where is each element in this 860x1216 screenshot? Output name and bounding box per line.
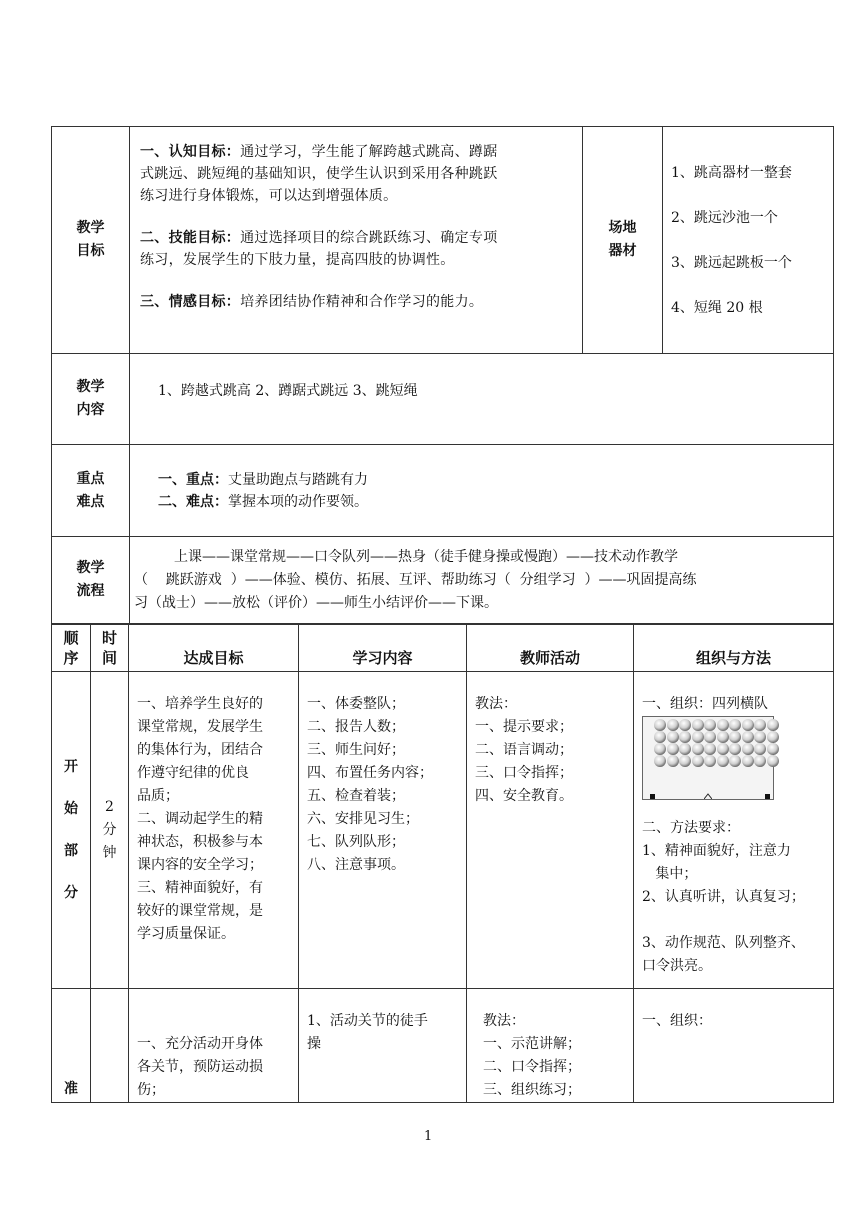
header-study: 学习内容 — [299, 625, 467, 672]
student-marker — [729, 755, 741, 767]
student-marker — [717, 719, 729, 731]
student-marker — [717, 743, 729, 755]
lesson-overview-table — [51, 126, 834, 624]
student-marker — [704, 743, 716, 755]
student-marker — [654, 743, 666, 755]
header-order: 顺 序 — [52, 625, 91, 672]
venue-equipment-list — [663, 127, 834, 354]
student-marker — [754, 719, 766, 731]
lesson-process-table — [51, 624, 834, 1103]
student-marker — [742, 719, 754, 731]
header-teacher: 教师活动 — [467, 625, 634, 672]
student-marker — [679, 731, 691, 743]
equipment-item: 1、跳高器材一整套 — [671, 164, 792, 181]
student-marker — [704, 731, 716, 743]
prep-study: 1、活动关节的徒手 操 — [299, 989, 467, 1103]
venue-label: 场地 器材 — [583, 127, 663, 354]
prep-method: 一、组织： — [634, 989, 834, 1103]
header-method: 组织与方法 — [634, 625, 834, 672]
process-header-row — [52, 625, 834, 672]
prep-section-time — [91, 989, 129, 1103]
student-marker — [704, 755, 716, 767]
prep-goals: 一、充分活动开身体 各关节，预防运动损 伤； — [129, 989, 299, 1103]
student-marker — [654, 719, 666, 731]
start-study: 一、体委整队； 二、报告人数； 三、师生问好； 四、布置任务内容； 五、检查着装； 六、安排见习生； 七、队列队形； 八、注意事项。 — [299, 672, 467, 989]
student-marker — [679, 743, 691, 755]
student-marker — [742, 743, 754, 755]
student-marker — [692, 755, 704, 767]
teaching-goals-label: 教学 目标 — [52, 127, 130, 354]
student-marker — [692, 719, 704, 731]
student-marker — [692, 731, 704, 743]
student-marker — [667, 719, 679, 731]
start-teacher: 教法： 一、提示要求； 二、语言调动； 三、口令指挥； 四、安全教育。 — [467, 672, 634, 989]
equipment-item: 3、跳远起跳板一个 — [671, 254, 792, 271]
prep-section-row — [52, 989, 834, 1103]
start-method: 一、组织：四列横队 二、方法要求： 1、精神面貌好，注意力 集中； 2、认真听讲，认真复习； 3、动作规范、队列整齐、 口令洪亮。 — [634, 672, 834, 989]
header-time: 时 间 — [91, 625, 129, 672]
prep-section-name: 准 — [52, 989, 91, 1103]
student-marker — [742, 755, 754, 767]
student-marker — [667, 743, 679, 755]
student-marker — [754, 731, 766, 743]
student-marker — [667, 755, 679, 767]
flow-label: 教学 流程 — [52, 537, 130, 624]
student-marker — [729, 731, 741, 743]
student-marker — [754, 755, 766, 767]
student-marker — [742, 731, 754, 743]
page-number: 1 — [424, 1129, 433, 1144]
student-marker — [754, 743, 766, 755]
student-marker — [679, 755, 691, 767]
content-label: 教学 内容 — [52, 354, 130, 445]
equipment-item: 2、跳远沙池一个 — [671, 209, 778, 226]
header-goal: 达成目标 — [129, 625, 299, 672]
start-section-name: 开 始 部 分 — [52, 672, 91, 989]
student-marker — [767, 719, 779, 731]
equipment-item: 4、短绳 20 根 — [671, 299, 763, 316]
student-marker — [679, 719, 691, 731]
student-marker — [692, 743, 704, 755]
student-marker — [654, 731, 666, 743]
content-cell: 1、跨越式跳高 2、蹲踞式跳远 3、跳短绳 — [130, 354, 834, 445]
student-marker — [767, 743, 779, 755]
start-goals: 一、培养学生良好的 课堂常规，发展学生 的集体行为，团结合 作遵守纪律的优良 品质； 二、调动起学生的精 神状态，积极参与本 课内容的安全学习； 三、精神面貌好，有 较好的课堂常规，是 学习质量保证。 — [129, 672, 299, 989]
student-marker — [729, 743, 741, 755]
four-row-formation-diagram — [642, 716, 774, 800]
teaching-goals-cell: 一、认知目标：通过学习，学生能了解跨越式跳高、蹲踞 式跳远、跳短绳的基础知识，使学生认识到采用各种跳跃 练习进行身体锻炼，可以达到增强体质。 二、技能目标：通过选择项目的综合跳跃练习、确定专项 练习，发展学生的下肢力量，提高四肢的协调性。 三、情感目标：培养团结协作精神和合作学习的能力。 — [130, 127, 583, 354]
start-section-row — [52, 672, 834, 989]
student-marker — [767, 731, 779, 743]
start-section-time: 2 分 钟 — [91, 672, 129, 989]
student-marker — [767, 755, 779, 767]
key-points-label: 重点 难点 — [52, 445, 130, 537]
key-points-cell: 一、重点：丈量助跑点与踏跳有力 二、难点：掌握本项的动作要领。 — [130, 445, 834, 537]
student-marker — [667, 731, 679, 743]
flow-cell: 上课——课堂常规——口令队列——热身（徒手健身操或慢跑）——技术动作教学 （ 跳跃游戏 ）——体验、模仿、拓展、互评、帮助练习（ 分组学习 ）——巩固提高练 习（战士）——放松（评价）——师生小结评价——下课。 — [130, 537, 834, 624]
student-marker — [654, 755, 666, 767]
prep-teacher: 教法： 一、示范讲解； 二、口令指挥； 三、组织练习； — [467, 989, 634, 1103]
student-marker — [717, 755, 729, 767]
student-marker — [704, 719, 716, 731]
student-marker — [717, 731, 729, 743]
student-marker — [729, 719, 741, 731]
